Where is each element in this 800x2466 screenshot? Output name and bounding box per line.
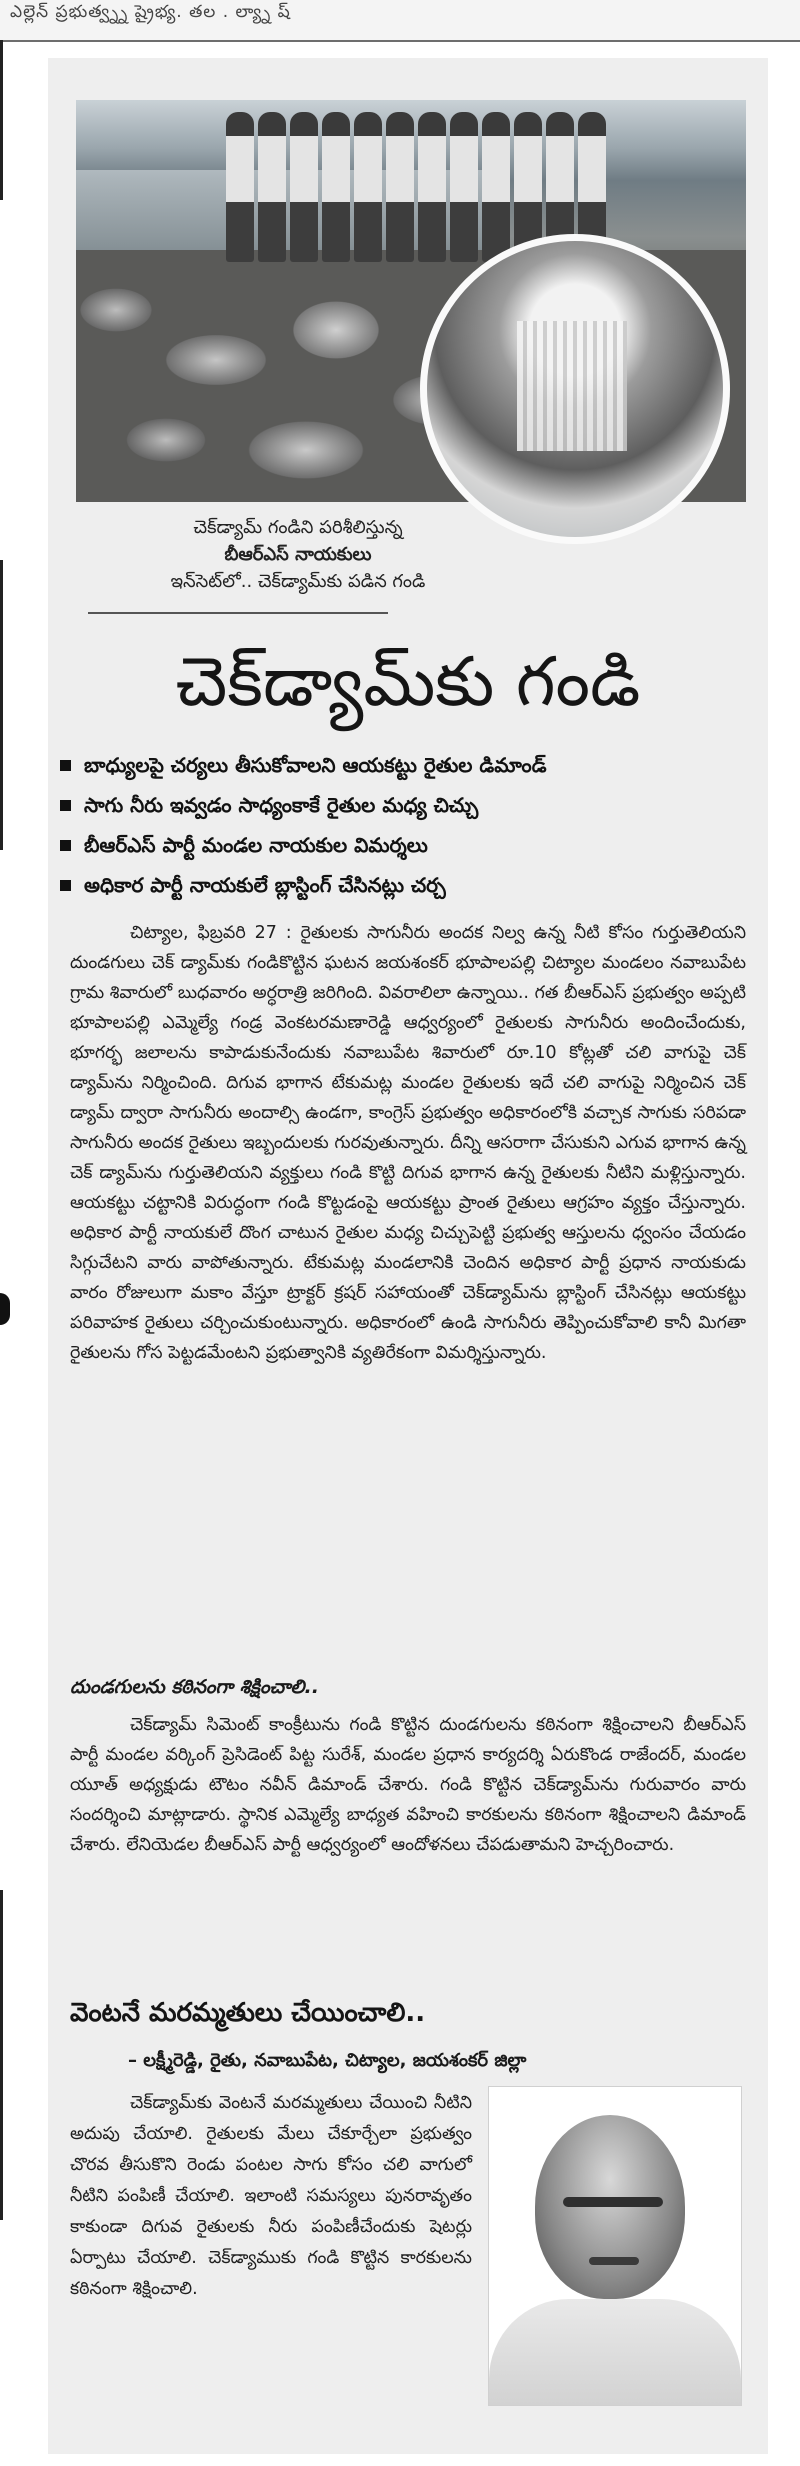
highlight-item	[60, 748, 760, 788]
caption-line-2: బీఆర్ఎస్ నాయకులు	[224, 544, 372, 565]
portrait-shirt	[489, 2299, 741, 2406]
news-article	[48, 58, 768, 2454]
photo-caption	[108, 514, 488, 595]
photo-person	[322, 112, 350, 262]
portrait-head	[535, 2115, 685, 2299]
highlight-text: బీఆర్ఎస్ పార్టీ మండల నాయకుల విమర్శలు	[84, 833, 428, 857]
column-divider	[0, 1890, 3, 2220]
article-paragraph-main: చిట్యాల, ఫిబ్రవరి 27 : రైతులకు సాగునీరు అందక నిల్వ ఉన్న నీటి కోసం గుర్తుతెలియని దుండగులు చెక్ డ్యామ్‌కు గండికొట్టిన ఘటన జయశంకర్ భూపాలపల్లి చిట్యాల మండలం నవాబుపేట గ్రామ శివారులో బుధవారం అర్ధరాత్రి జరిగింది. వివరాలిలా ఉన్నాయి.. గత బీఆర్ఎస్ ప్రభుత్వం అప్పటి భూపాలపల్లి ఎమ్మెల్యే గండ్ర వెంకటరమణారెడ్డి ఆధ్వర్యంలో రైతులకు సాగునీరు అందించేందుకు, భూగర్భ జలాలను కాపాడుకునేందుకు నవాబుపేట శివారులో రూ.10 కోట్లతో చలి వాగుపై చెక్ డ్యామ్‌ను నిర్మించింది. దిగువ భాగాన టేకుమట్ల మండల రైతులకు ఇదే చలి వాగుపై నిర్మించిన చెక్ డ్యామ్ ద్వారా సాగునీరు అందాల్సి ఉండగా, కాంగ్రెస్ ప్రభుత్వం అధికారంలోకి వచ్చాక సాగుకు సరిపడా సాగునీరు అందక రైతులు ఇబ్బందులకు గురవుతున్నారు. దీన్ని ఆసరాగా చేసుకుని ఎగువ భాగాన ఉన్న చెక్ డ్యామ్‌ను గుర్తుతెలియని వ్యక్తులు గండి కొట్టి దిగువ భాగాన ఉన్న రైతులకు నీటిని మళ్లిస్తున్నారు. ఆయకట్టు చట్టానికి విరుద్ధంగా గండి కొట్టడంపై ఆయకట్టు ప్రాంత రైతులు ఆగ్రహం వ్యక్తం చేస్తున్నారు. అధికార పార్టీ నాయకులే దొంగ చాటున రైతుల మధ్య చిచ్చుపెట్టి ప్రభుత్వ ఆస్తులను ధ్వంసం చేయడం సిగ్గుచేటని వారు వాపోతున్నారు. టేకుమట్ల మండలానికి చెందిన అధికార పార్టీ ప్రధాన నాయకుడు వారం రోజులుగా మకాం వేస్తూ ట్రాక్టర్ క్రషర్ సహాయంతో చెక్‌డ్యామ్‌ను బ్లాస్టింగ్ చేసినట్లు ఆయకట్టు పరివాహక రైతులు చర్చించుకుంటున్నారు. అధికారంలో ఉండి సాగునీరు తెప్పించుకోవాలి కానీ మిగతా రైతులను గోస పెట్టడమేంటని ప్రభుత్వానికి వ్యతిరేకంగా విమర్శిస్తున్నారు.	[70, 923, 746, 1363]
photo-person	[258, 112, 286, 262]
caption-line-1: చెక్‌డ్యామ్ గండిని పరిశీలిస్తున్న	[193, 517, 403, 538]
article-paragraph-brs: చెక్‌డ్యామ్ సిమెంట్ కాంక్రీటును గండి కొట్టిన దుండగులను కఠినంగా శిక్షించాలని బీఆర్ఎస్ పార్టీ మండల వర్కింగ్ ప్రెసిడెంట్ పిట్ట సురేశ్, మండల ప్రధాన కార్యదర్శి ఏరుకొండ రాజేందర్, మండల యూత్ అధ్యక్షుడు టౌటం నవీన్ డిమాండ్ చేశారు. గండి కొట్టిన చెక్‌డ్యామ్‌ను గురువారం వారు సందర్శించి మాట్లాడారు. స్థానిక ఎమ్మెల్యే బాధ్యత వహించి కారకులను కఠినంగా శిక్షించాలని డిమాండ్ చేశారు. లేనియెడల బీఆర్ఎస్ పార్టీ ఆధ్వర్యంలో ఆందోళనలు చేపడుతామని హెచ్చరించారు.	[70, 1715, 746, 1855]
farmer-portrait	[488, 2086, 742, 2406]
previous-article-strip	[0, 0, 800, 42]
highlight-item	[60, 828, 760, 868]
margin-mark	[0, 1293, 10, 1325]
photo-person	[290, 112, 318, 262]
photo-person	[386, 112, 414, 262]
inset-photo-breach	[420, 234, 730, 544]
photo-person	[482, 112, 510, 262]
photo-person	[450, 112, 478, 262]
column-divider	[0, 40, 3, 200]
caption-rule	[88, 612, 388, 614]
highlight-item	[60, 868, 760, 908]
highlight-text: అధికార పార్టీ నాయకులే బ్లాస్టింగ్ చేసినట్లు చర్చ	[84, 873, 446, 897]
subheading-punish: దుండగులను కఠినంగా శిక్షించాలి..	[70, 1676, 319, 1698]
square-bullet-icon	[60, 840, 71, 851]
headline: చెక్‌డ్యామ్‌కు గండి	[175, 643, 641, 722]
quote-byline: – లక్ష్మీరెడ్డి, రైతు, నవాబుపేట, చిట్యాల, జయశంకర్ జిల్లా	[128, 2050, 527, 2071]
previous-article-fragment: ఎల్లెన్ ప్రభుత్వ్న్న ష్రైభ్య. తల . ల్య్నా ష్	[10, 2, 291, 22]
photo-person	[418, 112, 446, 262]
square-bullet-icon	[60, 760, 71, 771]
caption-line-3: ఇన్‌సెట్‌లో.. చెక్‌డ్యామ్‌కు పడిన గండి	[170, 571, 426, 592]
square-bullet-icon	[60, 800, 71, 811]
photo-person	[354, 112, 382, 262]
portrait-mouth	[589, 2257, 639, 2265]
square-bullet-icon	[60, 880, 71, 891]
portrait-brow	[563, 2197, 663, 2207]
photo-person	[226, 112, 254, 262]
highlight-item	[60, 788, 760, 828]
column-divider	[0, 560, 3, 850]
highlight-text: సాగు నీరు ఇవ్వడం సాధ్యంకాకే రైతుల మధ్య చిచ్చు	[84, 793, 479, 817]
subheading-repairs: వెంటనే మరమ్మతులు చేయించాలి..	[70, 1998, 426, 2028]
highlights-list	[60, 748, 760, 908]
inset-waterfall	[517, 321, 627, 451]
farmer-quote: చెక్‌డ్యామ్‌కు వెంటనే మరమ్మతులు చేయించి నీటిని అదుపు చేయాలి. రైతులకు మేలు చేకూర్చేలా ప్రభుత్వం చొరవ తీసుకొని రెండు పంటల సాగు కోసం చలి వాగులో నీటిని పంపిణీ చేయాలి. ఇలాంటి సమస్యలు పునరావృతం కాకుండా దిగువ రైతులకు నీరు పంపిణీచేందుకు షెటర్లు ఏర్పాటు చేయాలి. చెక్‌డ్యాముకు గండి కొట్టిన కారకులను కఠినంగా శిక్షించాలి.	[70, 2093, 472, 2299]
highlight-text: బాధ్యులపై చర్యలు తీసుకోవాలని ఆయకట్టు రైతుల డిమాండ్	[84, 753, 547, 777]
